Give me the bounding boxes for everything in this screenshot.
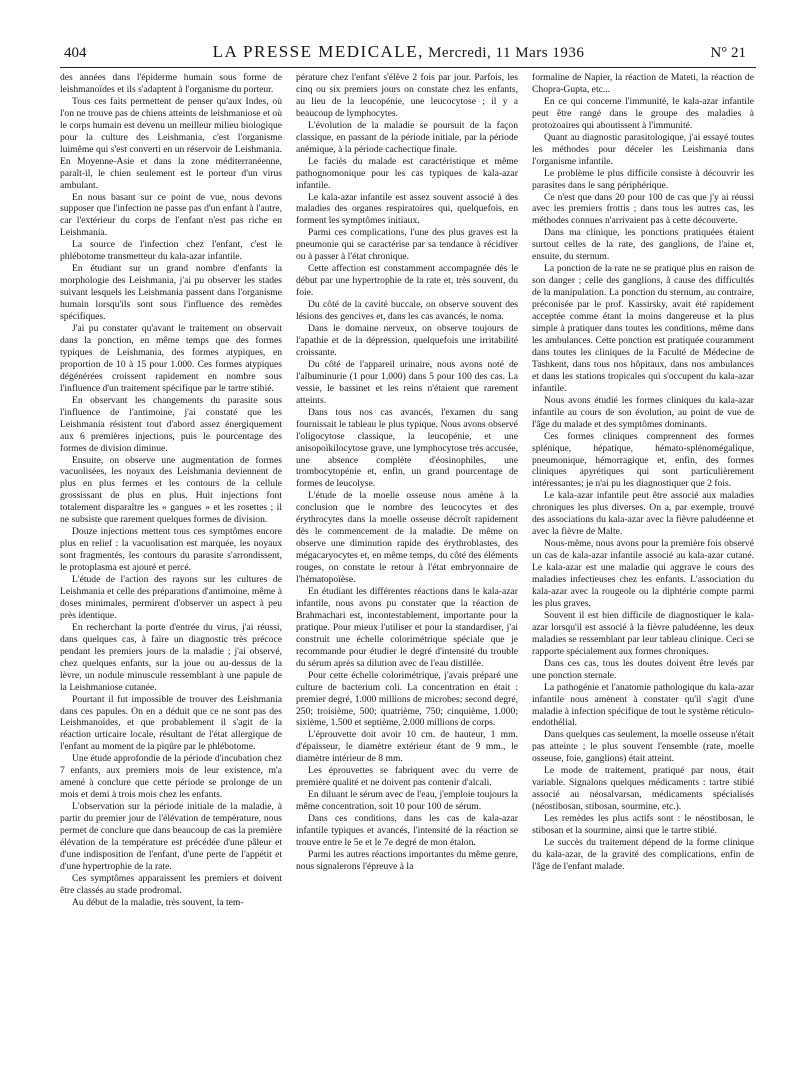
paragraph: Ces symptômes apparaissent les premiers et doivent être classés au stade prodromal. — [60, 872, 282, 896]
paragraph: En recherchant la porte d'entrée du virus, j'ai réussi, dans quelques cas, à faire un diagnostic très précoce pendant les premiers jours de la maladie ; j'ai observé, chez quelques enfants, sur la joue ou au-dessus de la lèvre, un nodule minuscule ressemblant à une papule de la Leishmaniose cutanée. — [60, 621, 282, 693]
header-title-group — [213, 42, 585, 62]
paragraph: Tous ces faits permettent de penser qu'aux Indes, où l'on ne trouve pas de chiens atteints de leishmaniose et où le corps humain est devenu un meilleur milieu biologique pour la culture des Leishmania, c'est l'organisme luimême qui s'est converti en un réservoir de Leishmania. En Moyenne-Asie et dans la zone méditerranéenne, paraît-il, le chien seulement est le porteur d'un virus ambulant. — [60, 95, 282, 191]
paragraph: Ensuite, on observe une augmentation de formes vacuolisées, les noyaux des Leishmania deviennent de plus en plus fermes et les contours de la cellule grossissant de plus en plus. Huit injections font totalement disparaître les « gangues » et les rosettes ; il ne subsiste que rarement quelques formes de division. — [60, 454, 282, 526]
paragraph: Nous-même, nous avons pour la première fois observé un cas de kala-azar infantile associé au kala-azar cutané. Le kala-azar est une maladie qui aggrave le cours des maladies infectieuses chez les enfants. L'association du kala-azar avec la rougeole ou la diphtérie compte parmi les plus graves. — [532, 538, 754, 609]
paragraph: pérature chez l'enfant s'élève 2 fois par jour. Parfois, les cinq ou six premiers jours on constate chez les enfants, au lieu de la leucopénie, une leucocytose ; il y a beaucoup de lymphocytes. — [296, 72, 518, 119]
issue-number: N° 21 — [710, 45, 746, 61]
paragraph: des années dans l'épiderme humain sous forme de leishmanoïdes et ils s'adaptent à l'organisme du porteur. — [60, 72, 282, 95]
paragraph: Quant au diagnostic parasitologique, j'ai essayé toutes les méthodes pour déceler les Leishmania dans l'organisme infantile. — [532, 131, 754, 167]
paragraph: Du côté de la cavité buccale, on observe souvent des lésions des gencives et, dans les cas avancés, le noma. — [296, 299, 518, 323]
paragraph: Le kala-azar infantile peut être associé aux maladies chroniques les plus diverses. On a, par exemple, trouvé des associations du kala-azar avec la fièvre paludéenne et avec la fièvre de Malte. — [532, 490, 754, 538]
paragraph: Le problème le plus difficile consiste à découvrir les parasites dans le sang périphérique. — [532, 167, 754, 191]
paragraph: Les éprouvettes se fabriquent avec du verre de première qualité et ne doivent pas contenir d'alcali. — [296, 765, 518, 789]
paragraph: En diluant le sérum avec de l'eau, j'emploie toujours la même concentration, soit 10 pour 100 de sérum. — [296, 789, 518, 813]
paragraph: En étudiant sur un grand nombre d'enfants la morphologie des Leishmania, j'ai pu observer les stades suivant lesquels les Leishmania passent dans l'organisme humain lorsqu'ils sont sous l'influence des remèdes spécifiques. — [60, 263, 282, 323]
paragraph: La source de l'infection chez l'enfant, c'est le phlébotome transmetteur du kala-azar infantile. — [60, 239, 282, 263]
paragraph: Pourtant il fut impossible de trouver des Leishmania dans ces papules. On en a déduit que ce ne sont pas des Leishmanoïdes, et que probablement il s'agit de la réaction urticaire locale, résultant de l'état allergique de l'enfant au moment de la piqûre par le phlébotome. — [60, 693, 282, 753]
paragraph: En ce qui concerne l'immunité, le kala-azar infantile peut être rangé dans le groupe des maladies à protozoaires qui aboutissent à l'immunité. — [532, 95, 754, 131]
paragraph: Dans quelques cas seulement, la moelle osseuse n'était pas atteinte ; le plus souvent l'ensemble (rate, moelle osseuse, foie, ganglions) était atteint. — [532, 729, 754, 765]
journal-title: LA PRESSE MEDICALE, — [212, 42, 424, 61]
paragraph: En observant les changements du parasite sous l'influence de l'antimoine, j'ai constaté que les Leishmania résistent tout d'abord assez énergiquement aux 6 premières injections, puis le pourcentage des formes de division diminue. — [60, 394, 282, 454]
paragraph: formaline de Napier, la réaction de Mateti, la réaction de Chopra-Gupta, etc... — [532, 72, 754, 95]
paragraph: L'évolution de la maladie se poursuit de la façon classique, en passant de la période initiale, par la période anémique, à la période cachectique finale. — [296, 119, 518, 155]
page-number: 404 — [64, 45, 87, 61]
paragraph: La ponction de la rate ne se pratique plus en raison de son danger ; celle des ganglions, à cause des difficultés de la manipulation. La ponction du sternum, au contraire, préconisée par le prof. Kassirsky, avait été rapidement acceptée comme étant la moins dangereuse et la plus simple à pratiquer dans toutes les conditions, même dans les ambulances. Cette ponction est pratiquée couramment dans toutes les cliniques de la Faculté de Médecine de Tashkent, dans tous nos hôpitaux, dans nos ambulances et dans les stations tropicales qui s'occupent du kala-azar infantile. — [532, 263, 754, 394]
page-header — [60, 42, 756, 68]
paragraph: Le faciès du malade est caractéristique et même pathognomonique pour les cas typiques de kala-azar infantile. — [296, 155, 518, 191]
paragraph: Le mode de traitement, pratiqué par nous, était variable. Signalons quelques médicaments : tartre stibié associé au néosalvarsan, médicaments spécialisés (néostibosan, stibosan, sourmine, etc.). — [532, 765, 754, 813]
text-column-2 — [296, 72, 518, 909]
paragraph: Dans ces conditions, dans les cas de kala-azar infantile typiques et avancés, l'intensité de la réaction se trouve entre le 5e et le 7e degré de mon étalon. — [296, 813, 518, 848]
paragraph: Du côté de l'appareil urinaire, nous avons noté de l'albuminurie (1 pour 1.000) dans 5 pour 100 des cas. La vessie, le bassinet et les reins n'étaient que rarement atteints. — [296, 358, 518, 406]
paragraph: Cette affection est constamment accompagnée dès le début par une hypertrophie de la rate et, très souvent, du foie. — [296, 263, 518, 299]
article-body — [60, 72, 756, 909]
paragraph: Souvent il est bien difficile de diagnostiquer le kala-azar lorsqu'il est associé à la fièvre paludéenne, les deux maladies se ressemblant par leur tableau clinique. Ceci se rapporte spécialement aux formes chroniques. — [532, 609, 754, 657]
paragraph: Le kala-azar infantile est assez souvent associé à des maladies des organes respiratoires qui, quelquefois, en forment les symptômes initiaux. — [296, 191, 518, 227]
paragraph: L'éprouvette doit avoir 10 cm. de hauteur, 1 mm. d'épaisseur, le diamètre extérieur étant de 9 mm., le diamètre intérieur de 8 mm. — [296, 729, 518, 765]
paragraph: Au début de la maladie, très souvent, la tem- — [72, 896, 244, 908]
paragraph: L'observation sur la période initiale de la maladie, à partir du premier jour de l'élévation de température, nous permet de conclure que dans beaucoup de cas la première élévation de la température est précédée d'une pâleur et d'une indisposition de l'enfant, d'une perte de l'appétit et d'une hypertrophie de la rate. — [60, 801, 282, 872]
paragraph: Douze injections mettent tous ces symptômes encore plus en relief : la vacuolisation est marquée, les noyaux sont fragmentés, les contours du parasite s'arrondissent, le protoplasma est ajouré et percé. — [60, 526, 282, 574]
paragraph: Le succès du traitement dépend de la forme clinique du kala-azar, de la gravité des complications, enfin de l'âge de l'enfant malade. — [532, 837, 754, 872]
paragraph: L'étude de l'action des rayons sur les cultures de Leishmania et celle des préparations d'antimoine, même à doses minimales, permirent d'observer un aspect à peu près identique. — [60, 574, 282, 621]
paragraph: Nous avons étudié les formes cliniques du kala-azar infantile au cours de son évolution, au point de vue de l'âge du malade et des symptômes dominants. — [532, 394, 754, 430]
paragraph: Ces formes cliniques comprennent des formes splénique, hépatique, hémato-splénomégalique, pneumonique, hémorragique et, enfin, des formes cliniques apyrétiques qui sont particulièrement intéressantes; je n'ai pu les diagnostiquer que 2 fois. — [532, 430, 754, 490]
text-column-1 — [60, 72, 282, 909]
paragraph: Les remèdes les plus actifs sont : le néostibosan, le stibosan et la sourmine, ainsi que le tartre stibié. — [532, 813, 754, 837]
paragraph: En étudiant les différentes réactions dans le kala-azar infantile, nous avons pu constater que la réaction de Brahmachari est, incontestablement, importante pour la pratique. Pour mieux l'utiliser et pour la standardiser, j'ai construit une échelle colorimétrique spéciale que je recommande pour étudier le degré d'intensité du trouble du sérum après sa dilution avec de l'eau distillée. — [296, 585, 518, 669]
paragraph: Dans ces cas, tous les doutes doivent être levés par une ponction sternale. — [532, 657, 754, 681]
paragraph: Parmi les autres réactions importantes du même genre, nous signalerons l'épreuve à la — [296, 848, 518, 872]
paragraph: Parmi ces complications, l'une des plus graves est la pneumonie qui se caractérise par sa tendance à récidiver ou à passer à l'état chronique. — [296, 227, 518, 263]
paragraph: La pathogénie et l'anatomie pathologique du kala-azar infantile nous amènent à constater qu'il s'agit d'une maladie à infection spécifique de tout le système réticulo-endothélial. — [532, 681, 754, 729]
paragraph: Une étude approfondie de la période d'incubation chez 7 enfants, aux premiers mois de leur existence, m'a amené à conclure que cette période se prolonge de un mois et demi à trois mois chez les enfants. — [60, 753, 282, 801]
text-column-3 — [532, 72, 754, 909]
paragraph: Dans le domaine nerveux, on observe toujours de l'apathie et de la dépression, quelquefois une irritabilité croissante. — [296, 323, 518, 358]
paragraph: Pour cette échelle colorimétrique, j'avais préparé une culture de bacterium coli. La concentration en était : premier degré, 1.000 millions de microbes; second degré, 250; troisième, 500; quatrième, 750; cinquième, 1.000; sixième, 1.500 et septième, 2.000 millions de corps. — [296, 669, 518, 729]
paragraph: Dans ma clinique, les ponctions pratiquées étaient surtout celles de la rate, des ganglions, de l'aine et, ensuite, du sternum. — [532, 227, 754, 263]
paragraph: L'étude de la moelle osseuse nous amène à la conclusion que le nombre des leucocytes et des érythrocytes dans la moelle osseuse décroît rapidement dès le commencement de la maladie. De même on observe une diminution rapide des érythroblastes, des mégacaryocytes et, en même temps, du côté des éléments rouges, on constate le retour à l'état embryonnaire de l'hématopoïèse. — [296, 490, 518, 586]
issue-date: Mercredi, 11 Mars 1936 — [428, 45, 585, 61]
paragraph: J'ai pu constater qu'avant le traitement on observait dans la ponction, en même temps que des formes typiques de Leishmania, des formes atypiques, en proportion de 10 à 15 pour 1.000. Ces formes atypiques dégénérées croissent rapidement en nombre sous l'influence d'un traitement spécifique par le tartre stibié. — [60, 323, 282, 394]
paragraph: En nous basant sur ce point de vue, nous devons supposer que l'infection ne passe pas d'un enfant à l'autre, car l'extérieur du corps de l'enfant n'est pas riche en Leishmania. — [60, 191, 282, 239]
paragraph: Dans tous nos cas avancés, l'examen du sang fournissait le tableau le plus typique. Nous avons observé l'oligocytose classique, la leucopénie, et une anisopoïkilocytose grave, une lymphocytose très accusée, une absence complète d'éosinophiles, une trombocytopénie et, enfin, un grand pourcentage de formes de leucolyse. — [296, 406, 518, 490]
paragraph: Ce n'est que dans 20 pour 100 de cas que j'y ai réussi avec les premiers frottis ; dans tous les autres cas, les méthodes connues n'arrivaient pas à cette découverte. — [532, 191, 754, 227]
